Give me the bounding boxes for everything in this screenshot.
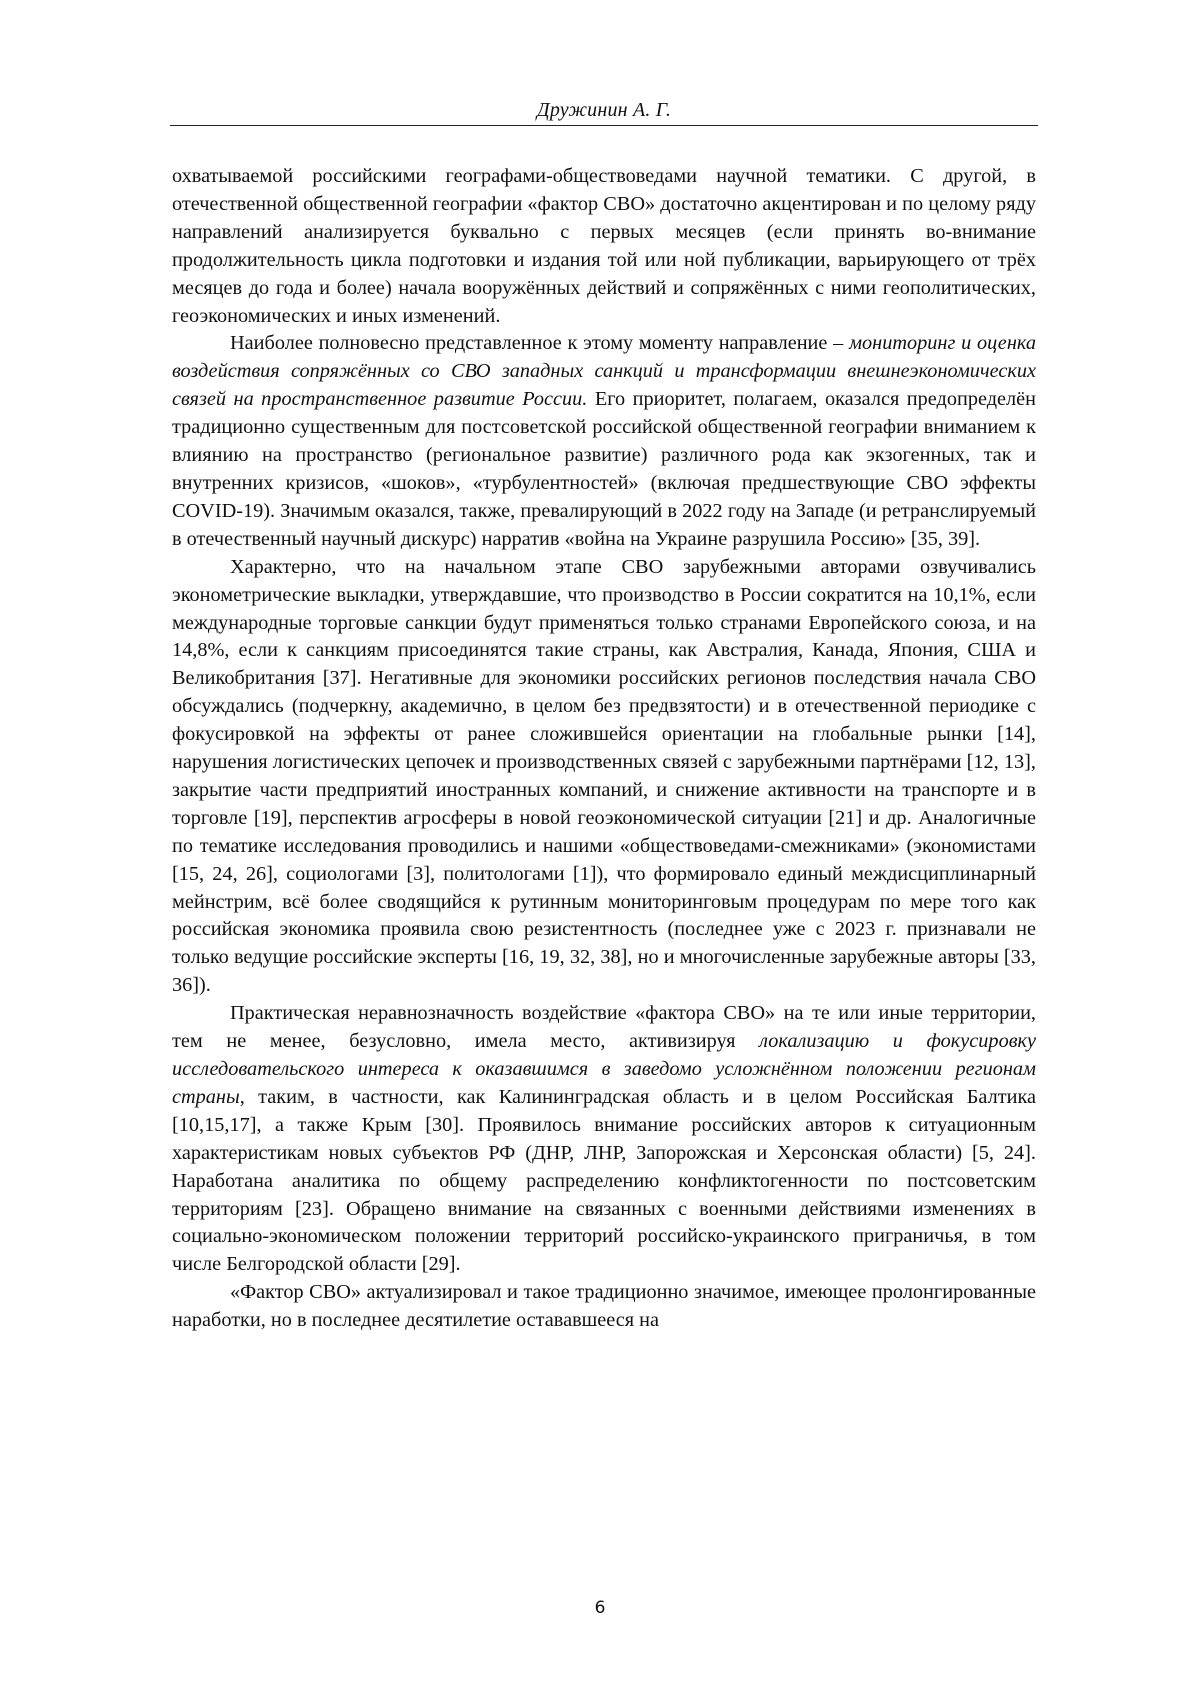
paragraph-1 xyxy=(172,163,1036,330)
paragraph-4-text-end: , таким, в частности, как Калининградская область и в целом Российская Балтика [10,15,17], а также Крым [30]. Проявилось внимание российских авторов к ситуационным характеристикам новых субъектов РФ (ДНР, ЛНР, Запорожская и Херсонская области) [5, 24]. Наработана аналитика по общему распределению конфликтогенности по постсоветским территориям [23]. Обращено внимание на связанных с военными действиями изменениях в социально-экономическом положении территорий российско-украинского приграничья, в том числе Белгородской области [29]. xyxy=(172,1086,1036,1275)
paragraph-2-italic-phrase: мониторинг и оценка воздействия сопряжённых со СВО западных санкций и трансформации внешнеэкономических связей на пространственное развитие России. xyxy=(172,332,1036,410)
paragraph-3-text: Характерно, что на начальном этапе СВО зарубежными авторами озвучивались эконометрические выкладки, утверждавшие, что производство в России сократится на 10,1%, если международные торговые санкции будут применяться только странами Европейского союза, и на 14,8%, если к санкциям присоединятся такие страны, как Австралия, Канада, Япония, США и Великобритания [37]. Негативные для экономики российских регионов последствия начала СВО обсуждались (подчеркну, академично, в целом без предвзятости) и в отечественной периодике с фокусировкой на эффекты от ранее сложившейся ориентации на глобальные рынки [14], нарушения логистических цепочек и производственных связей с зарубежными партнёрами [12, 13], закрытие части предприятий иностранных компаний, и снижение активности на транспорте и в торговле [19], перспектив агросферы в новой геоэкономической ситуации [21] и др. Аналогичные по тематике исследования проводились и нашими «обществоведами-смежниками» (экономистами [15, 24, 26], социологами [3], политологами [1]), что формировало единый междисциплинарный мейнстрим, всё более сводящийся к рутинным мониторинговым процедурам по мере того как российская экономика проявила свою резистентность (последнее уже с 2023 г. признавали не только ведущие российские эксперты [16, 19, 32, 38], но и многочисленные зарубежные авторы [33, 36]). xyxy=(172,556,1036,997)
running-header-author: Дружинин А. Г. xyxy=(170,96,1038,124)
paragraph-2-text-end: Его приоритет, полагаем, оказался предопределён традиционно существенным для постсоветской российской общественной географии вниманием к влиянию на пространство (региональное развитие) различного рода как экзогенных, так и внутренних кризисов, «шоков», «турбулентностей» (включая предшествующие СВО эффекты COVID-19). Значимым оказался, также, превалирующий в 2022 году на Западе (и ретранслируемый в отечественный научный дискурс) нарратив «война на Украине разрушила Россию» [35, 39]. xyxy=(172,388,1036,550)
paragraph-3 xyxy=(172,554,1036,1001)
page-number: 6 xyxy=(0,1597,1200,1619)
paragraph-4 xyxy=(172,1000,1036,1279)
paragraph-2 xyxy=(172,330,1036,553)
header-divider xyxy=(170,125,1038,126)
paragraph-5-text: «Фактор СВО» актуализировал и такое традиционно значимое, имеющее пролонгированные наработки, но в последнее десятилетие остававшееся на xyxy=(172,1281,1036,1331)
body-text xyxy=(172,163,1036,1335)
paragraph-5 xyxy=(172,1279,1036,1335)
paragraph-2-text-start: Наиболее полновесно представленное к этому моменту направление – xyxy=(230,332,849,354)
paragraph-4-italic-phrase: локализацию и фокусировку исследовательского интереса к оказавшимся в заведомо усложнённом положении регионам страны xyxy=(172,1030,1036,1108)
paragraph-1-text: охватываемой российскими географами-обществоведами научной тематики. С другой, в отечественной общественной географии «фактор СВО» достаточно акцентирован и по целому ряду направлений анализируется буквально с первых месяцев (если принять во-внимание продолжительность цикла подготовки и издания той или ной публикации, варьирующего от трёх месяцев до года и более) начала вооружённых действий и сопряжённых с ними геополитических, геоэкономических и иных изменений. xyxy=(172,165,1036,327)
paragraph-4-text-start: Практическая неравнозначность воздействие «фактора СВО» на те или иные территории, тем не менее, безусловно, имела место, активизируя xyxy=(172,1002,1036,1052)
